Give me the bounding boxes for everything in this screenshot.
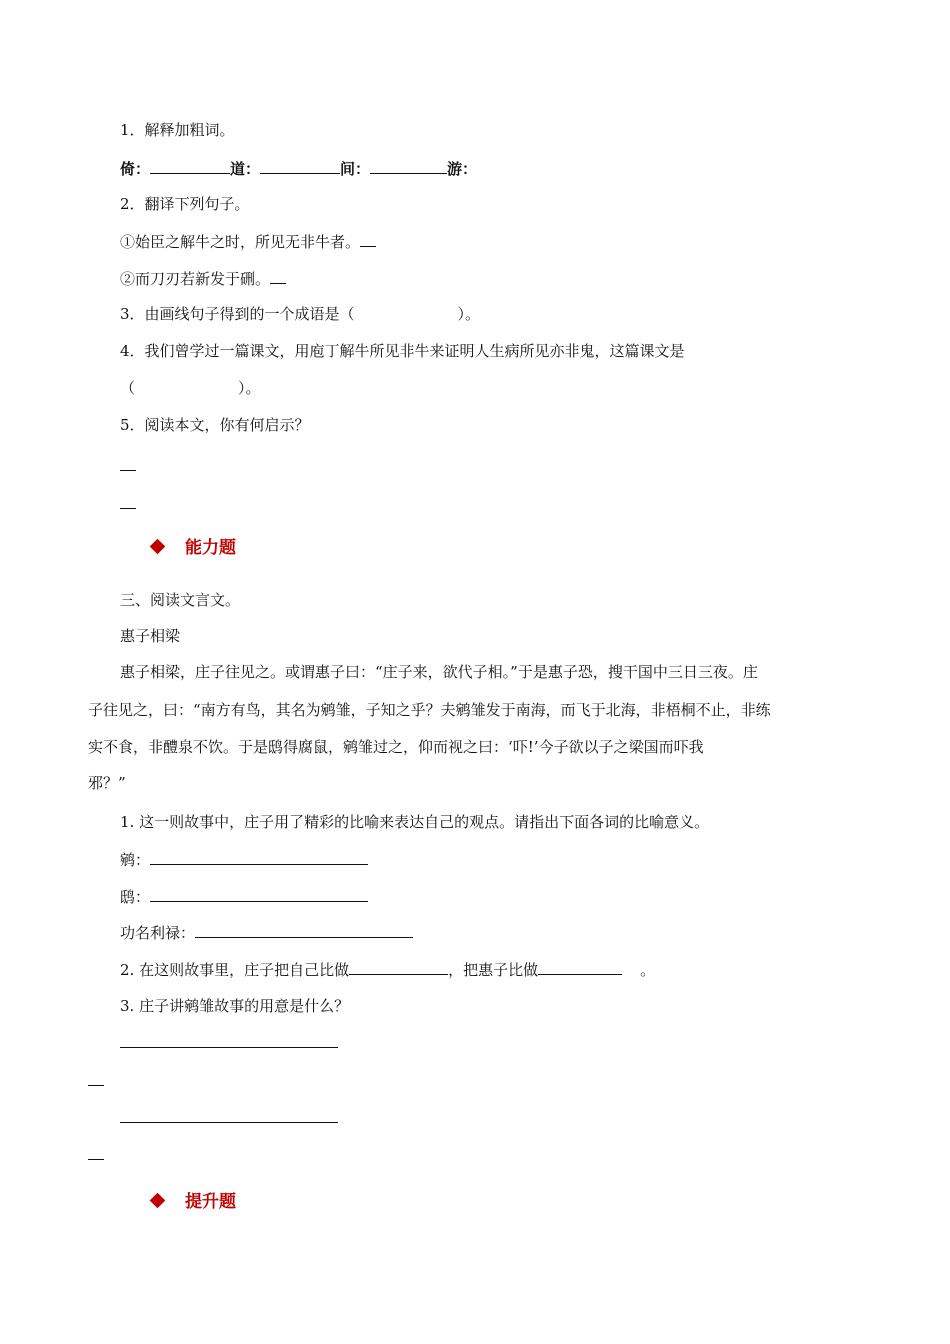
term-chi-blank[interactable] [150, 886, 368, 902]
q3-answer-dash-2[interactable] [88, 1159, 104, 1160]
blank-yi[interactable] [150, 158, 230, 174]
sentence-1: ①始臣之解牛之时，所见无非牛者。 [120, 233, 361, 251]
q2-blank-self[interactable] [349, 959, 448, 975]
sentence-2-blank[interactable] [270, 268, 286, 284]
term-chi: 鸱： [120, 888, 151, 906]
sentence-2-line [120, 268, 286, 289]
part-b-q1: 1. 这一则故事中，庄子用了精彩的比喻来表达自己的观点。请指出下面各词的比喻意义。 [120, 813, 710, 831]
q3-line [120, 304, 480, 324]
q2-part-a: 2. 在这则故事里，庄子把自己比做 [120, 961, 350, 979]
q3-answer-line-2[interactable] [120, 1122, 338, 1123]
term-gongming-blank[interactable] [195, 922, 413, 938]
passage-title: 惠子相梁 [120, 627, 181, 645]
q4-close: ）。 [238, 379, 261, 397]
term-chi-line [120, 886, 368, 907]
q5-text: 5．阅读本文，你有何启示？ [120, 416, 310, 434]
diamond-icon [150, 1193, 166, 1209]
term-yuan-line [120, 849, 368, 870]
q1-text: 1．解释加粗词。 [120, 121, 235, 139]
q3-prefix: 3．由画线句子得到的一个成语是（ [120, 305, 355, 323]
q4-text: 4．我们曾学过一篇课文，用庖丁解牛所见非牛来证明人生病所见亦非鬼，这篇课文是 [120, 342, 685, 360]
section-header-ability [152, 537, 236, 559]
q2-blank-huizi[interactable] [538, 959, 622, 975]
blank-dao[interactable] [260, 158, 340, 174]
bold-words-line [120, 158, 477, 179]
passage-line-3: 实不食，非醴泉不饮。于是鸱得腐鼠，鹓雏过之，仰而视之曰：‘吓!’今子欲以子之梁国而吓我 [88, 738, 704, 756]
q4-open: （ [120, 379, 136, 397]
part-b-q2-line [120, 959, 655, 980]
blank-jian[interactable] [370, 158, 447, 174]
passage-line-4: 邪？” [88, 774, 126, 792]
word-jian: 间： [340, 160, 371, 178]
q3-answer-dash-1[interactable] [88, 1085, 104, 1086]
part-b-intro: 三、阅读文言文。 [120, 591, 241, 609]
sentence-1-line [120, 231, 376, 252]
part-b-q3: 3. 庄子讲鹓雏故事的用意是什么？ [120, 997, 350, 1015]
term-yuan-blank[interactable] [150, 849, 368, 865]
q4-answer-line [120, 378, 261, 398]
word-dao: 道： [230, 160, 261, 178]
sentence-1-blank[interactable] [360, 231, 376, 247]
section-title-ability: 能力题 [185, 538, 236, 558]
passage-line-2: 子往见之，曰：“南方有鸟，其名为鹓雏，子知之乎？夫鹓雏发于南海，而飞于北海，非梧桐不止，非练 [88, 701, 771, 719]
sentence-2: ②而刀刃若新发于硎。 [120, 270, 271, 288]
q2-part-c: 。 [640, 961, 656, 979]
term-gongming-line [120, 922, 413, 943]
term-gongming: 功名利禄： [120, 924, 196, 942]
q3-answer-line-1[interactable] [120, 1047, 338, 1048]
diamond-icon [150, 539, 166, 555]
q5-answer-line-1[interactable] [120, 470, 136, 471]
word-you: 游： [447, 160, 478, 178]
passage-line-1: 惠子相梁，庄子往见之。或谓惠子曰：“庄子来，欲代子相。”于是惠子恐，搜干国中三日三夜。庄 [120, 663, 758, 681]
term-yuan: 鹓： [120, 851, 151, 869]
q2-text: 2．翻译下列句子。 [120, 195, 250, 213]
q5-answer-line-2[interactable] [120, 508, 136, 509]
q2-part-b: ，把惠子比做 [448, 961, 539, 979]
section-title-advanced: 提升题 [185, 1192, 236, 1212]
word-yi: 倚： [120, 160, 151, 178]
section-header-advanced [152, 1191, 236, 1213]
q3-suffix: ）。 [457, 305, 481, 323]
